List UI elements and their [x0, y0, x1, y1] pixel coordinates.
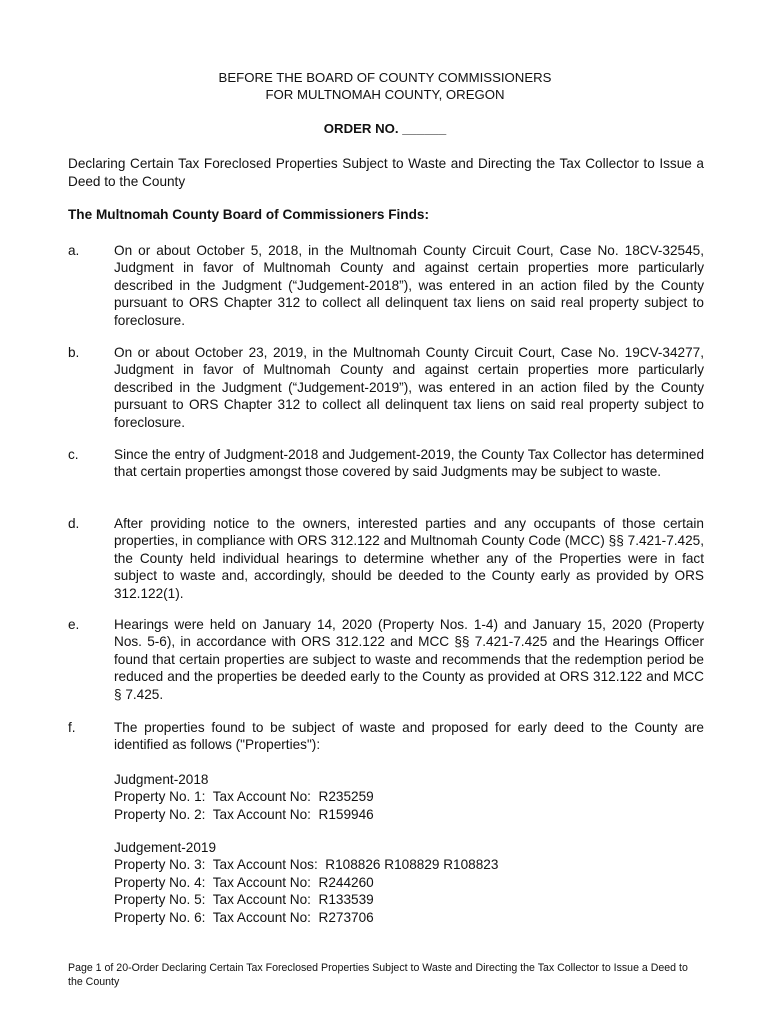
finding-letter: c.	[68, 447, 79, 462]
finding-item	[68, 242, 704, 329]
finding-letter: e.	[68, 617, 80, 632]
property-line: Property No. 6: Tax Account No: R273706	[114, 909, 374, 925]
finding-letter: a.	[68, 243, 80, 258]
property-line: Property No. 4: Tax Account No: R244260	[114, 874, 374, 890]
property-line: Property No. 5: Tax Account No: R133539	[114, 892, 374, 908]
finding-item	[68, 616, 704, 703]
property-group-2019	[114, 839, 498, 926]
finding-text: Hearings were held on January 14, 2020 (Property Nos. 1-4) and January 15, 2020 (Property Nos. 5-6), in accordance with ORS 312.122 and MCC §§ 7.421-7.425 and the Hearings Officer found that certain properties are subject to waste and recommends that the redemption period be reduced and the properties be deeded early to the County as provided at ORS 312.122 and MCC § 7.425.	[114, 617, 704, 702]
finding-text: Since the entry of Judgment-2018 and Judgement-2019, the County Tax Collector has determined that certain properties amongst those covered by said Judgments may be subject to waste.	[114, 447, 704, 480]
finding-letter: f.	[68, 720, 76, 735]
property-line: Property No. 1: Tax Account No: R235259	[114, 789, 374, 805]
finding-text: On or about October 5, 2018, in the Multnomah County Circuit Court, Case No. 18CV-32545, Judgment in favor of Multnomah County and against certain properties more particularly described in the Judgment (“Judgement-2018”), was entered in an action filed by the County pursuant to ORS Chapter 312 to collect all delinquent tax liens on said real property subject to foreclosure.	[114, 243, 704, 328]
group-heading: Judgment-2018	[114, 772, 209, 787]
finding-item	[68, 515, 704, 602]
findings-heading: The Multnomah County Board of Commissioners Finds:	[68, 207, 429, 222]
finding-item	[68, 344, 704, 431]
property-line: Property No. 3: Tax Account Nos: R108826 R108829 R108823	[114, 857, 499, 873]
header-line-1: BEFORE THE BOARD OF COUNTY COMMISSIONERS	[218, 70, 552, 85]
finding-text: The properties found to be subject of waste and proposed for early deed to the County are identified as follows ("Properties"):	[114, 720, 704, 753]
finding-item	[68, 446, 704, 481]
document-header	[0, 69, 770, 103]
finding-item	[68, 719, 704, 754]
finding-letter: b.	[68, 345, 80, 360]
order-number: ORDER NO. ______	[323, 121, 447, 136]
finding-text: After providing notice to the owners, interested parties and any occupants of those certain properties, in compliance with ORS 312.122 and Multnomah County Code (MCC) §§ 7.421-7.425, the County held individual hearings to determine whether any of the Properties were in fact subject to waste and, accordingly, should be deeded to the County early as provided by ORS 312.122(1).	[114, 516, 704, 601]
header-line-2: FOR MULTNOMAH COUNTY, OREGON	[265, 87, 505, 102]
page-footer: Page 1 of 20-Order Declaring Certain Tax Foreclosed Properties Subject to Waste and Directing the Tax Collector to Issue a Deed to the County	[68, 962, 688, 988]
group-heading: Judgement-2019	[114, 840, 217, 855]
property-group-2018	[114, 771, 374, 823]
property-line: Property No. 2: Tax Account No: R159946	[114, 806, 374, 822]
finding-letter: d.	[68, 516, 80, 531]
finding-text: On or about October 23, 2019, in the Multnomah County Circuit Court, Case No. 19CV-34277, Judgment in favor of Multnomah County and against certain properties more particularly described in the Judgment (“Judgement-2019”), was entered in an action filed by the County pursuant to ORS Chapter 312 to collect all delinquent tax liens on said real property subject to foreclosure.	[114, 345, 704, 430]
order-title: Declaring Certain Tax Foreclosed Properties Subject to Waste and Directing the Tax Collector to Issue a Deed to the County	[68, 156, 704, 189]
